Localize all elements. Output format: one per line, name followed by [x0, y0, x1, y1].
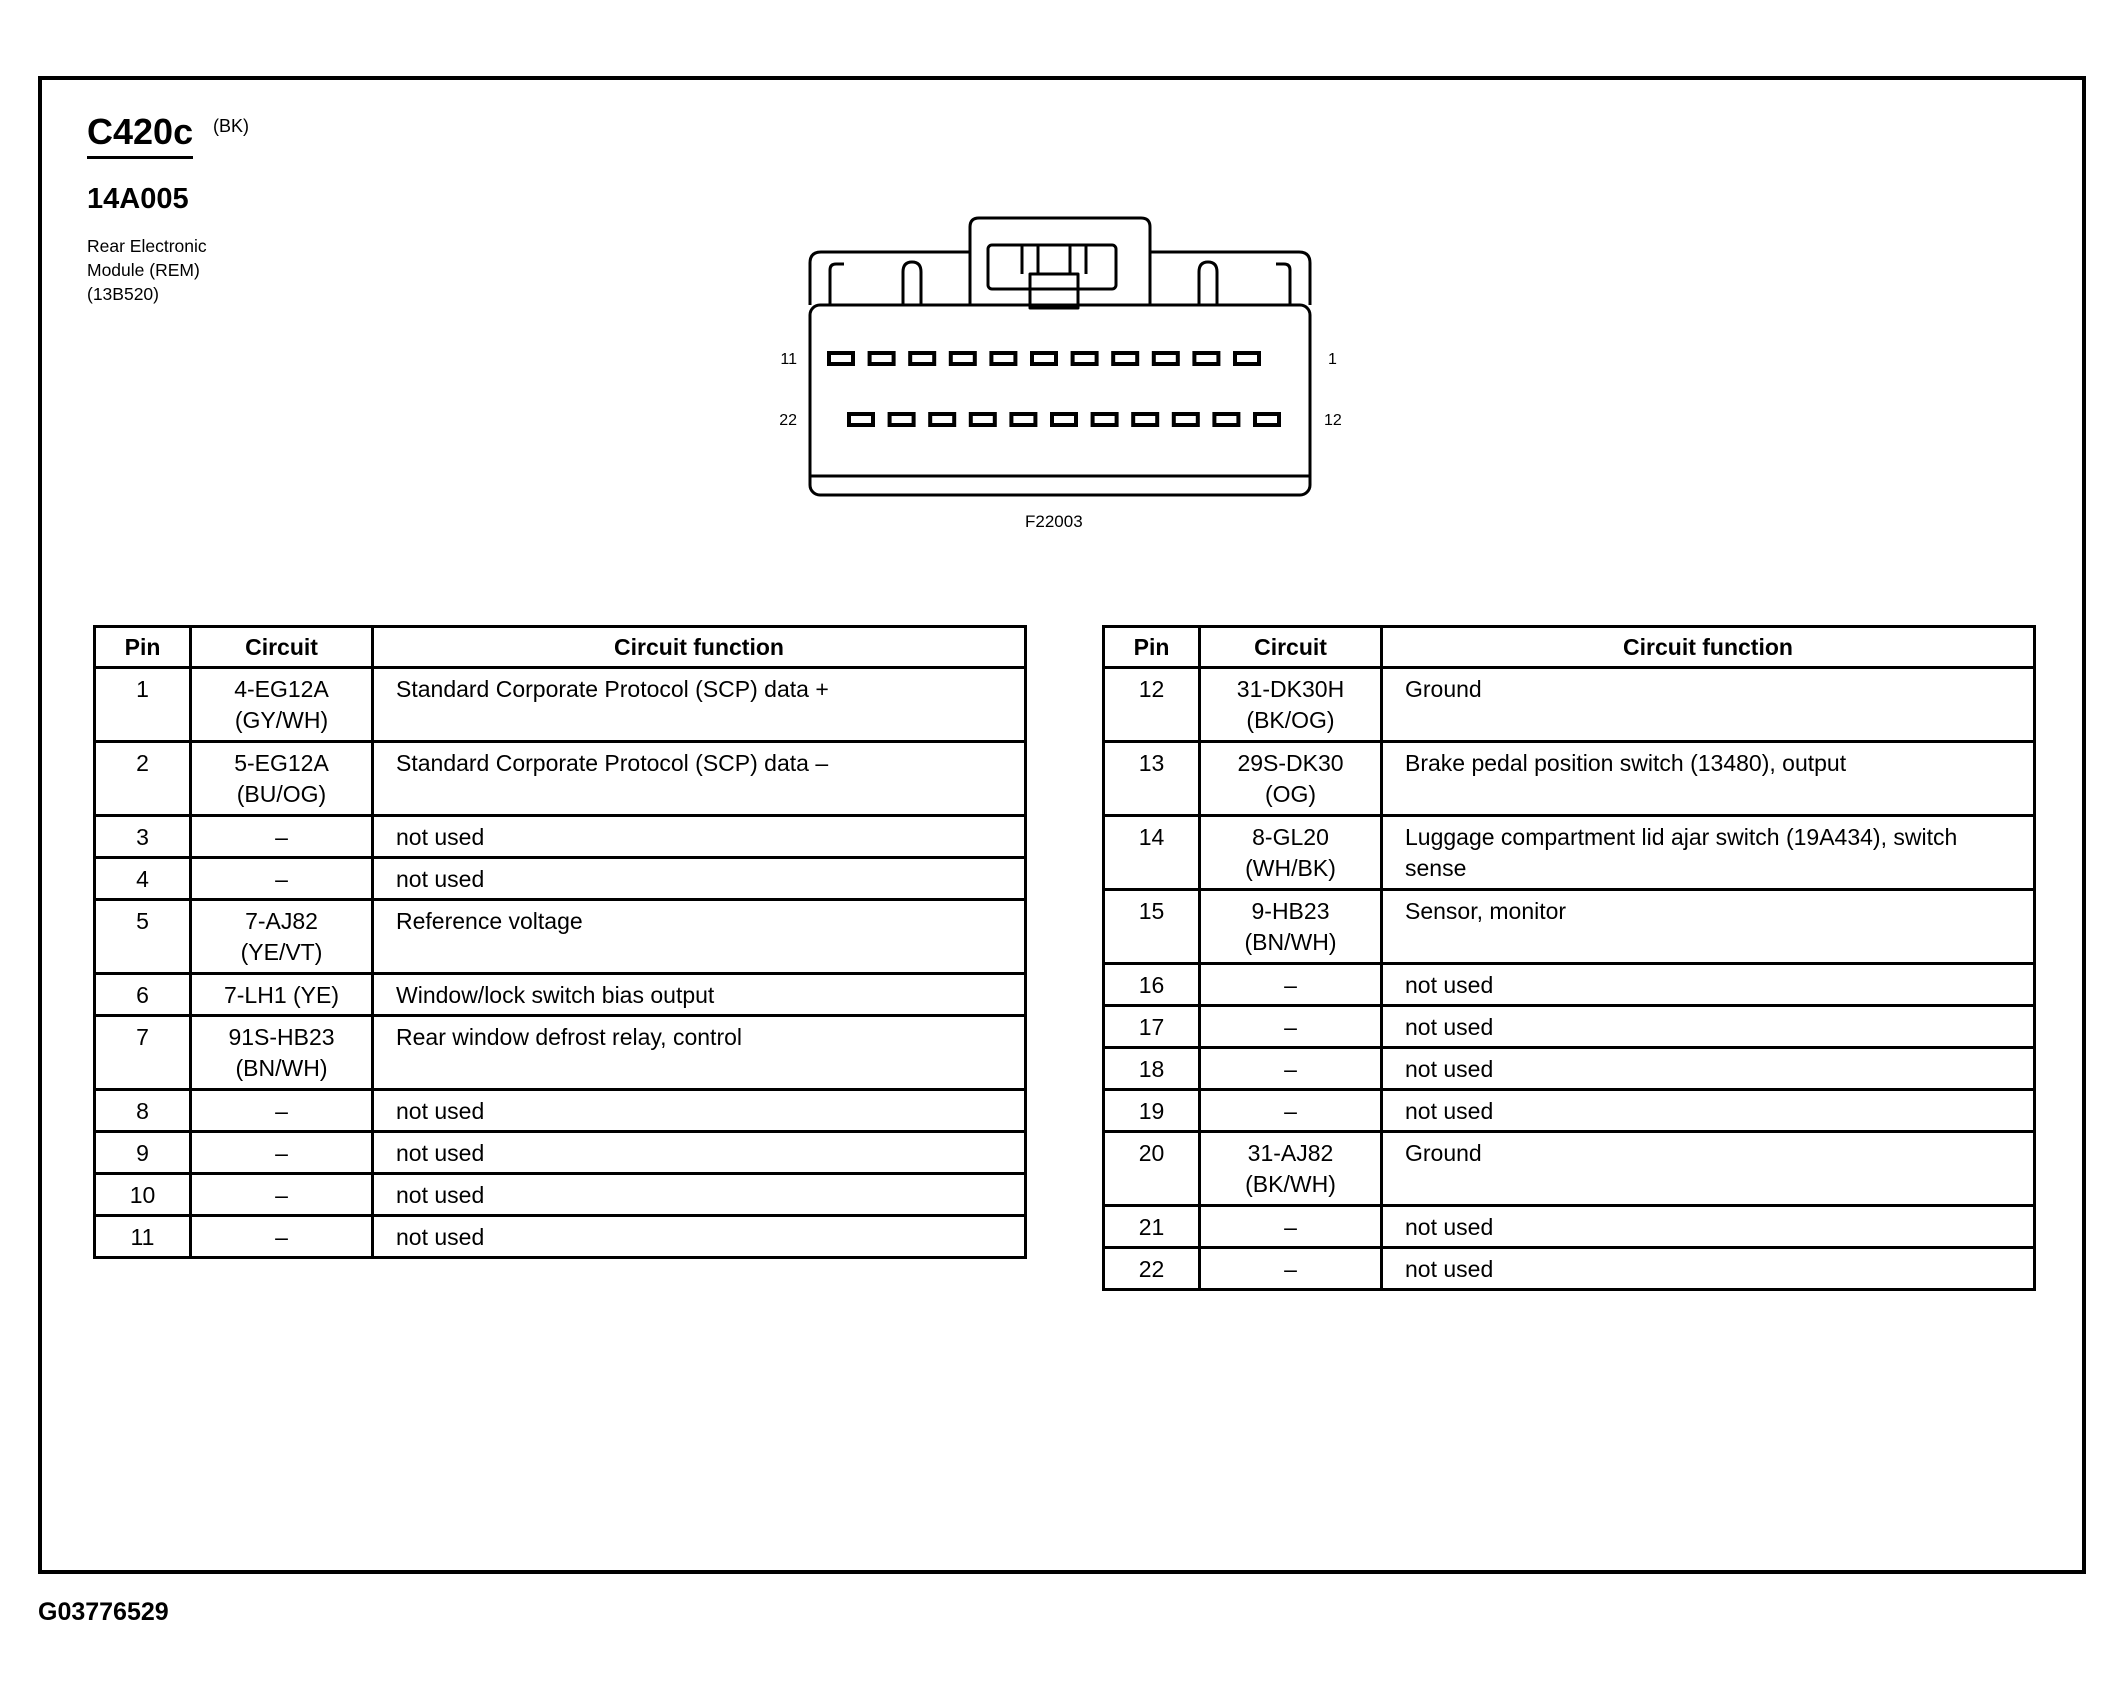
circuit-function-cell: not used: [1382, 1090, 2035, 1132]
circuit-cell: [1200, 1132, 1382, 1206]
pin-cell: 21: [1104, 1206, 1200, 1248]
pin-cell: 15: [1104, 890, 1200, 964]
circuit-line: 91S-HB23: [228, 1024, 335, 1050]
table-row: [1104, 1206, 2035, 1248]
pin-cavity: [1235, 353, 1259, 364]
circuit-line: 7-AJ82: [245, 908, 318, 934]
circuit-cell: [1200, 890, 1382, 964]
circuit-line: (GY/WH): [234, 707, 329, 733]
circuit-function-cell: Brake pedal position switch (13480), output: [1382, 742, 2035, 816]
pin-cavity: [910, 353, 934, 364]
pin-cell: 9: [95, 1132, 191, 1174]
table-row: [95, 1216, 1026, 1258]
pin-cell: 16: [1104, 964, 1200, 1006]
circuit-cell: [191, 1216, 373, 1258]
circuit-line: (BN/WH): [1244, 929, 1337, 955]
header-pin: Pin: [95, 627, 191, 668]
header-circuit-function: Circuit function: [1382, 627, 2035, 668]
pin-cell: 22: [1104, 1248, 1200, 1290]
circuit-line: (BK/WH): [1245, 1171, 1336, 1197]
circuit-line: (YE/VT): [240, 939, 323, 965]
circuit-line: 7-LH1 (YE): [223, 982, 340, 1008]
pin-cavity: [1011, 414, 1035, 425]
circuit-cell: [191, 816, 373, 858]
circuit-line: –: [275, 1098, 288, 1124]
table-row: [95, 816, 1026, 858]
pin-cavity: [1194, 353, 1218, 364]
pin-cavity: [991, 353, 1015, 364]
connector-color: (BK): [213, 116, 249, 136]
description-line: (13B520): [87, 284, 159, 304]
table-row: [1104, 1090, 2035, 1132]
pin-cell: 14: [1104, 816, 1200, 890]
circuit-line: 4-EG12A: [234, 676, 329, 702]
circuit-cell: [191, 1016, 373, 1090]
pinout-table-left: [93, 625, 1027, 1259]
pin-cell: 2: [95, 742, 191, 816]
circuit-cell: [191, 742, 373, 816]
circuit-function-cell: not used: [373, 1090, 1026, 1132]
connector-id: C420c: [87, 111, 194, 152]
circuit-line: –: [1284, 1056, 1297, 1082]
connector-shoulder-right: [1150, 252, 1310, 305]
pin-cavity: [1093, 414, 1117, 425]
table-row: [1104, 1248, 2035, 1290]
connector-face-diagram: [760, 200, 1360, 550]
graphic-code: G03776529: [38, 1598, 169, 1626]
table-row: [1104, 1132, 2035, 1206]
pin-cell: 1: [95, 668, 191, 742]
circuit-function-cell: not used: [1382, 1206, 2035, 1248]
pin-cell: 20: [1104, 1132, 1200, 1206]
connector-shoulder-left: [810, 252, 970, 305]
table-row: [95, 668, 1026, 742]
table-row: [95, 1016, 1026, 1090]
circuit-line: –: [275, 1224, 288, 1250]
circuit-function-cell: not used: [1382, 1248, 2035, 1290]
circuit-function-cell: not used: [373, 858, 1026, 900]
circuit-cell: [1200, 964, 1382, 1006]
table-row: [1104, 1048, 2035, 1090]
circuit-function-cell: not used: [373, 1174, 1026, 1216]
pin-cell: 6: [95, 974, 191, 1016]
pin-cavity: [1214, 414, 1238, 425]
circuit-function-cell: Reference voltage: [373, 900, 1026, 974]
connector-latch: [970, 218, 1150, 305]
circuit-cell: [1200, 742, 1382, 816]
circuit-function-cell: Rear window defrost relay, control: [373, 1016, 1026, 1090]
circuit-line: –: [1284, 1214, 1297, 1240]
circuit-cell: [1200, 668, 1382, 742]
connector-body: [810, 305, 1310, 495]
pin-cell: 4: [95, 858, 191, 900]
latch-window: [988, 245, 1116, 289]
part-number: 14A005: [87, 183, 189, 215]
pin-cavity: [870, 353, 894, 364]
circuit-line: 31-DK30H: [1236, 676, 1345, 702]
circuit-function-cell: Standard Corporate Protocol (SCP) data +: [373, 668, 1026, 742]
table-row: [1104, 1006, 2035, 1048]
table-row: [95, 974, 1026, 1016]
pin-cell: 7: [95, 1016, 191, 1090]
circuit-function-cell: not used: [373, 816, 1026, 858]
table-row: [1104, 816, 2035, 890]
circuit-line: –: [1284, 972, 1297, 998]
pin-cavity: [890, 414, 914, 425]
circuit-function-cell: Window/lock switch bias output: [373, 974, 1026, 1016]
table-row: [1104, 742, 2035, 816]
circuit-line: –: [1284, 1098, 1297, 1124]
circuit-line: (BN/WH): [235, 1055, 328, 1081]
circuit-line: –: [275, 866, 288, 892]
circuit-function-cell: not used: [1382, 964, 2035, 1006]
circuit-line: 5-EG12A: [234, 750, 329, 776]
circuit-line: 31-AJ82: [1247, 1140, 1334, 1166]
circuit-line: –: [275, 1140, 288, 1166]
circuit-cell: [1200, 816, 1382, 890]
circuit-line: 8-GL20: [1252, 824, 1329, 850]
latch-tab: [1030, 274, 1078, 308]
figure-code: F22003: [1025, 512, 1083, 531]
pin-cell: 17: [1104, 1006, 1200, 1048]
table-row: [95, 742, 1026, 816]
pin-cell: 5: [95, 900, 191, 974]
circuit-function-cell: not used: [1382, 1048, 2035, 1090]
circuit-line: –: [1284, 1014, 1297, 1040]
circuit-cell: [191, 900, 373, 974]
circuit-function-cell: Ground: [1382, 668, 2035, 742]
table-row: [95, 1132, 1026, 1174]
circuit-line: (BK/OG): [1246, 707, 1335, 733]
circuit-cell: [191, 668, 373, 742]
table-row: [95, 858, 1026, 900]
table-row: [1104, 964, 2035, 1006]
table-row: [95, 900, 1026, 974]
circuit-cell: [191, 1132, 373, 1174]
circuit-line: –: [275, 824, 288, 850]
pin-cell: 8: [95, 1090, 191, 1132]
header-pin: Pin: [1104, 627, 1200, 668]
circuit-line: –: [1284, 1256, 1297, 1282]
circuit-cell: [1200, 1006, 1382, 1048]
pin-label-11: 11: [780, 351, 797, 368]
table-row: [1104, 890, 2035, 964]
pin-label-1: 1: [1328, 351, 1337, 368]
circuit-line: (WH/BK): [1245, 855, 1336, 881]
pin-cavity: [1174, 414, 1198, 425]
table-row: [95, 1174, 1026, 1216]
pin-cell: 18: [1104, 1048, 1200, 1090]
circuit-line: –: [275, 1182, 288, 1208]
pin-cell: 11: [95, 1216, 191, 1258]
pin-label-22: 22: [779, 412, 797, 429]
pinout-table-right: [1102, 625, 2036, 1291]
header-circuit-function: Circuit function: [373, 627, 1026, 668]
pin-cavity: [1052, 414, 1076, 425]
pin-cell: 13: [1104, 742, 1200, 816]
pin-cell: 19: [1104, 1090, 1200, 1132]
circuit-cell: [1200, 1248, 1382, 1290]
circuit-function-cell: not used: [373, 1216, 1026, 1258]
pin-cavity: [1133, 414, 1157, 425]
circuit-function-cell: Sensor, monitor: [1382, 890, 2035, 964]
circuit-line: (BU/OG): [236, 781, 327, 807]
pin-cell: 12: [1104, 668, 1200, 742]
pin-cavity: [1154, 353, 1178, 364]
table-header-row: [95, 627, 1026, 668]
circuit-cell: [191, 858, 373, 900]
circuit-function-cell: Ground: [1382, 1132, 2035, 1206]
circuit-line: (OG): [1264, 781, 1317, 807]
circuit-function-cell: Standard Corporate Protocol (SCP) data –: [373, 742, 1026, 816]
connector-id-underline: [87, 156, 193, 159]
circuit-function-cell: not used: [373, 1132, 1026, 1174]
circuit-cell: [191, 974, 373, 1016]
pin-cavities: [829, 353, 1279, 425]
circuit-cell: [1200, 1206, 1382, 1248]
pin-cavity: [1073, 353, 1097, 364]
circuit-line: 29S-DK30: [1237, 750, 1344, 776]
pin-cavity: [829, 353, 853, 364]
pin-cavity: [971, 414, 995, 425]
pin-cell: 3: [95, 816, 191, 858]
pin-cavity: [1113, 353, 1137, 364]
circuit-cell: [1200, 1090, 1382, 1132]
pin-label-12: 12: [1324, 412, 1342, 429]
pin-cell: 10: [95, 1174, 191, 1216]
circuit-function-cell: not used: [1382, 1006, 2035, 1048]
circuit-line: 9-HB23: [1251, 898, 1330, 924]
circuit-cell: [191, 1174, 373, 1216]
description-line: Rear Electronic: [87, 236, 207, 256]
pin-cavity: [1255, 414, 1279, 425]
pin-cavity: [930, 414, 954, 425]
table-row: [95, 1090, 1026, 1132]
module-description: [87, 234, 207, 306]
circuit-cell: [191, 1090, 373, 1132]
header-circuit: Circuit: [191, 627, 373, 668]
circuit-function-cell: Luggage compartment lid ajar switch (19A434), switch sense: [1382, 816, 2035, 890]
circuit-cell: [1200, 1048, 1382, 1090]
description-line: Module (REM): [87, 260, 200, 280]
pin-cavity: [849, 414, 873, 425]
header-circuit: Circuit: [1200, 627, 1382, 668]
pin-cavity: [1032, 353, 1056, 364]
table-row: [1104, 668, 2035, 742]
table-header-row: [1104, 627, 2035, 668]
pin-cavity: [951, 353, 975, 364]
